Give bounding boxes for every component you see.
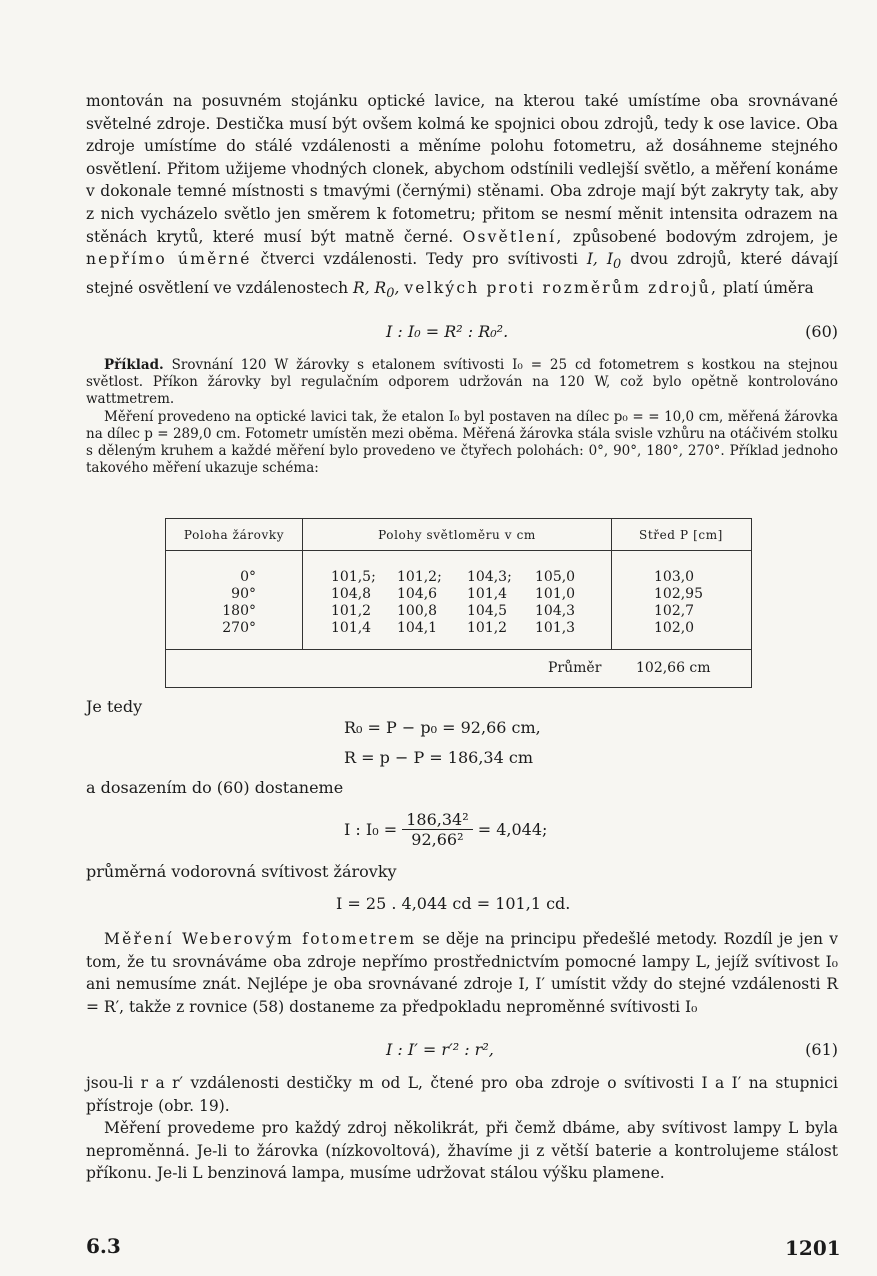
table-col-position (166, 569, 256, 637)
table-row: 101,4 104,1 101,2 101,3 (331, 620, 576, 636)
table-row-mid: 102,0 (654, 620, 695, 636)
equation-60-formula: I : I₀ = R² : R₀². (386, 322, 509, 341)
ratio-left: I : I₀ = (344, 820, 398, 839)
table-header-center: Střed P [cm] (639, 528, 723, 542)
table-row-pos: 0° (240, 569, 256, 585)
table-row: 104,8 104,6 101,4 101,0 (331, 586, 576, 602)
table-row-pos: 270° (222, 620, 256, 636)
example-block (86, 357, 838, 477)
weber-text: se děje na principu předešlé metody. Rozdíl je jen v tom, že tu srovnáváme oba zdroje nepřímo prostřednictvím pomocné lampy L, jejíž svítivost I₀ ani nemusíme znát. Nejlépe je oba srovnávané zdroje I, I′ umístit vždy do stejné vzdálenosti R = R′, takže z rovnice (58) dostaneme za předpokladu neproměnné svítivosti I₀ (86, 930, 838, 1016)
intro-rest1: čtverci vzdálenosti. Tedy pro svítivosti (260, 250, 578, 269)
table-header-readings: Polohy světloměru v cm (378, 528, 536, 542)
example-label: Příklad. (104, 357, 164, 373)
table-col-readings (331, 569, 601, 637)
table-row: 101,2 100,8 104,5 104,3 (331, 603, 576, 619)
equation-61-formula: I : I′ = r′² : r², (386, 1040, 494, 1059)
table-row-pos: 90° (231, 586, 256, 602)
ratio-denominator: 92,66² (411, 830, 464, 849)
table-row-mid: 103,0 (654, 569, 695, 585)
table-average-value: 102,66 cm (636, 660, 711, 676)
weber-spaced: Měření Weberovým fotometrem (104, 930, 417, 948)
intro-text: montován na posuvném stojánku optické lavice, na kterou také umístíme oba srovnávané světelné zdroje. Destička musí být ovšem kolmá ke spojnici obou zdrojů, tedy k ose lavice. Oba zdroje umístíme do stálé vzdálenosti a měníme polohu fotometru, až dosáhneme stejného osvětlení. Přitom užijeme vhodných clonek, abychom odstínili vedlejší světlo, a měření konáme v dokonale temné místnosti s tmavými (černými) stěnami. Oba zdroje mají být zakryty tak, aby z nich vycházelo světlo jen směrem k fotometru; přitom se nesmí měnit intensita odrazem na stěnách krytů, které musí být matně černé. (86, 92, 838, 246)
weber-paragraph (86, 928, 838, 1018)
table-average-label: Průměr (548, 660, 602, 676)
table-row: 101,5; 101,2; 104,3; 105,0 (331, 569, 576, 585)
table-row-mid: 102,95 (654, 586, 703, 602)
equation-60-number: (60) (805, 322, 838, 341)
final-text-1: jsou-li r a r′ vzdálenosti destičky m od L, čtené pro oba zdroje o svítivosti I a I′ na stupnici přístroje (obr. 19). (86, 1074, 838, 1115)
table-divider-2 (611, 519, 612, 649)
table-row-mid: 102,7 (654, 603, 695, 619)
table-row-pos: 180° (222, 603, 256, 619)
intro-tail: platí úměra (723, 278, 814, 297)
table-header-divider (166, 550, 751, 551)
equation-61-number: (61) (805, 1040, 838, 1059)
ratio-right: = 4,044; (477, 820, 548, 839)
ratio-fraction (402, 810, 472, 849)
spaced-neprimo: nepřímo úměrné (86, 250, 252, 269)
table-header-position: Poloha žárovky (183, 528, 285, 542)
measurement-table (165, 518, 752, 688)
intro-rest2: dvou zdrojů, které dávají stejné osvětlení ve vzdálenostech (86, 250, 838, 297)
section-number: 6.3 (86, 1234, 121, 1258)
intro-paragraph: montován na posuvném stojánku optické lavice, na kterou také umístíme oba srovnávané světelné zdroje. Destička musí být ovšem kolmá ke spojnici obou zdrojů, tedy k ose lavice. Oba zdroje umístíme do stálé vzdálenosti a měníme polohu fotometru, až dosáhneme stejného osvětlení. Přitom užijeme vhodných clonek, abychom odstínili vedlejší světlo, a měření konáme v dokonale temné místnosti s tmavými (černými) stěnami. Oba zdroje mají být zakryty tak, aby z nich vycházelo světlo jen směrem k fotometru; přitom se nesmí měnit intensita odrazem na stěnách krytů, které musí být matně černé. Osvětlení, způsobené bodovým zdrojem, je nepřímo úměrné čtverci vzdálenosti. Tedy pro svítivosti I, $I_0$ dvou zdrojů, které dávají stejné osvětlení ve vzdálenostech R, $R_0$, velkých proti rozměrům zdrojů, platí úměra (86, 92, 838, 301)
table-footer-divider (166, 649, 751, 650)
example-text-1: Srovnání 120 W žárovky s etalonem svítivosti I₀ = 25 cd fotometrem s kostkou na stejnou světlost. Příkon žárovky byl regulačním odporem udržován na 120 W, což bylo opětně kontrolováno wattmetrem. (86, 357, 838, 408)
example-text-2: Měření provedeno na optické lavici tak, že etalon I₀ byl postaven na dílec p₀ = = 10,0 cm, měřená žárovka na dílec p = 289,0 cm. Fotometr umístěn mezi oběma. Měřená žárovka stála svisle vzhůru na otáčivém stolku s děleným kruhem a každé měření bylo provedeno ve čtyřech polohách: 0°, 90°, 180°, 270°. Příklad jednoho takového měření ukazuje schéma: (86, 408, 838, 477)
equation-ratio (86, 810, 838, 854)
document-page: montován na posuvném stojánku optické lavice, na kterou také umístíme oba srovnávané světelné zdroje. Destička musí být ovšem kolmá ke spojnici obou zdrojů, tedy k ose lavice. Oba zdroje umístíme do stálé vzdálenosti a měníme polohu fotometru, až dosáhneme stejného osvětlení. Přitom užijeme vhodných clonek, abychom odstínili vedlejší světlo, a měření konáme v dokonale temné místnosti s tmavými (černými) stěnami. Oba zdroje mají být zakryty tak, aby z nich vycházelo světlo jen směrem k fotometru; přitom se nesmí měnit intensita odrazem na stěnách krytů, které musí být matně černé. Osvětlení, způsobené bodovým zdrojem, je nepřímo úměrné čtverci vzdálenosti. Tedy pro svítivosti I, $I_0$ dvou zdrojů, které dávají stejné osvětlení ve vzdálenostech R, $R_0$, velkých proti rozměrům zdrojů, platí úměra I : I₀ = R² : R₀². (60) Příklad. Srovnání 120 W žárovky s etalonem svítivosti I₀ = 25 cd fotometrem s kostkou na stejnou světlost. Příkon žárovky byl regulačním odporem udržován na 120 W, což bylo opětně kontrolováno wattmetrem. Měření provedeno na optické lavici tak, že etalon I₀ byl postaven na dílec p₀ = = 10,0 cm, měřená žárovka na dílec p = 289,0 cm. Fotometr umístěn mezi oběma. Měřená žárovka stála svisle vzhůru na otáčivém stolku s děleným kruhem a každé měření bylo provedeno ve čtyřech polohách: 0°, 90°, 180°, 270°. Příklad jednoho takového měření ukazuje schéma: Poloha žárovky Polohy světloměru v cm Střed P [cm] 0° 90° 180° 270° 101,5; 101,2; 104,3; 105,0 104,8 104,6 101,4 101,0 101,2 100,8 104,5 104,3 101,4 104,1 101,2 101,3 103,0 102,95 102,7 102,0 Průměr 102,66 cm Je tedy R₀ = P − p₀ = 92,66 cm, R = p − P = 186,34 cm a dosazením do (60) dostaneme I : I₀ = $\frac{\text{186,34²}}{\text{92,66²}}$ = 4,044; průměrná vodorovná svítivost žárovky I = 25 . 4,044 cd = 101,1 cd. Měření Weberovým fotometrem se děje na principu předešlé metody. Rozdíl je jen v tom, že tu srovnáváme oba zdroje nepřímo prostřednictvím pomocné lampy L, jejíž svítivost I₀ ani nemusíme znát. Nejlépe je oba srovnávané zdroje I, I′ umístit vždy do stejné vzdálenosti R = R′, takže z rovnice (58) dostaneme za předpokladu neproměnné svítivosti I₀ I : I′ = r′² : r², (61) jsou-li r a r′ vzdálenosti destičky m od L, čtené pro oba zdroje o svítivosti I a I′ na stupnici přístroje (obr. 19). Měření provedeme pro každý zdroj několikrát, při čemž dbáme, aby svítivost lampy L byla neproměnná. Je-li to žárovka (nízkovoltová), žhavíme ji z větší baterie a kontrolujeme stálost příkonu. Je-li L benzinová lampa, musíme udržovat stálou výšku plamene. 6.3 1201 (86, 92, 841, 1260)
final-block (86, 1072, 838, 1185)
page-number: 1201 (785, 1236, 841, 1260)
spaced-osvetleni: Osvětlení, (462, 227, 564, 246)
equation-61 (86, 1040, 838, 1064)
table-col-center (654, 569, 734, 637)
intro-mid: způsobené bodovým zdrojem, je (572, 227, 838, 246)
final-text-2: Měření provedeme pro každý zdroj několikrát, při čemž dbáme, aby svítivost lampy L byla neproměnná. Je-li to žárovka (nízkovoltová), žhavíme ji z větší baterie a kontrolujeme stálost příkonu. Je-li L benzinová lampa, musíme udržovat stálou výšku plamene. (86, 1119, 838, 1183)
table-divider-1 (302, 519, 303, 649)
ratio-numerator: 186,34² (402, 810, 472, 830)
spaced-velkych: velkých proti rozměrům zdrojů, (404, 278, 719, 297)
equation-60 (86, 322, 838, 348)
